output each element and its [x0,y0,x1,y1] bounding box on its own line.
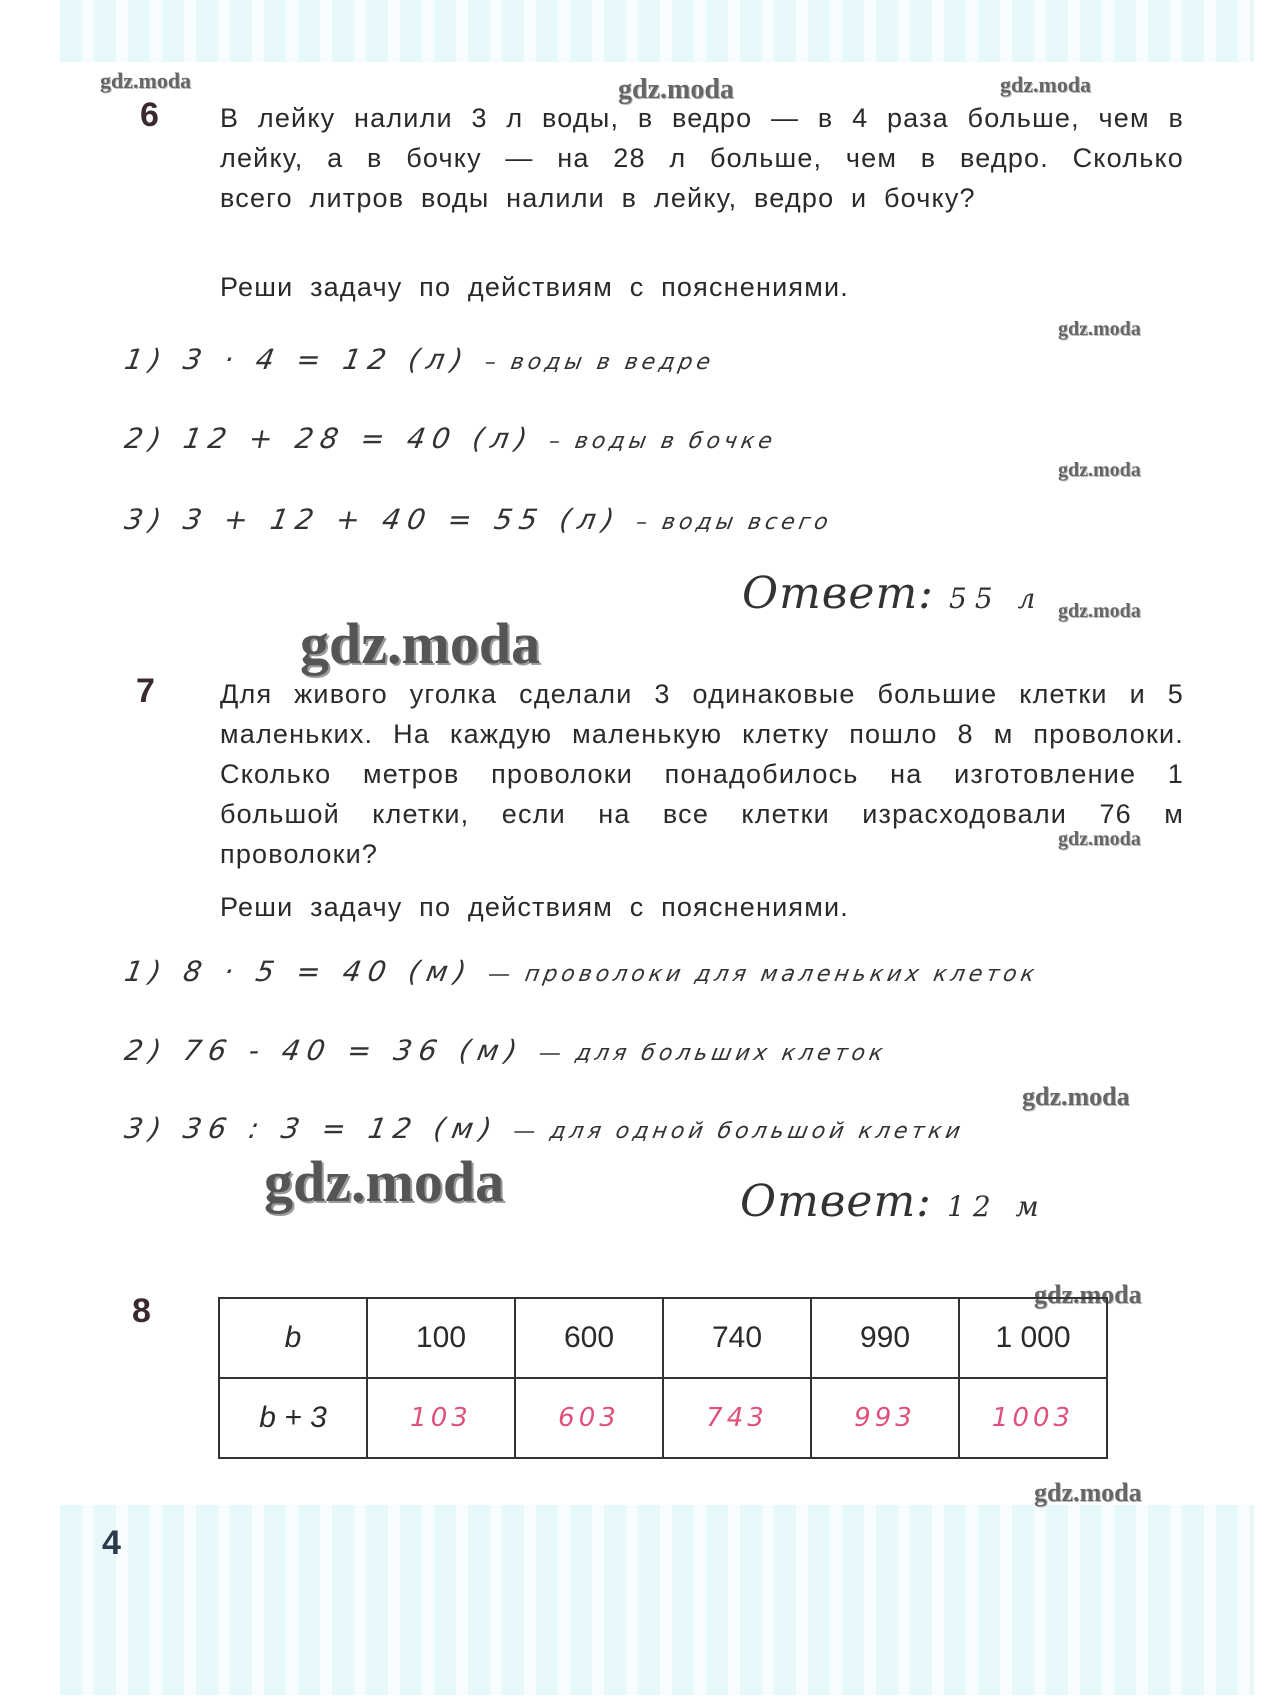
task-6-instruction: Реши задачу по действиям с пояснениями. [220,272,849,302]
table-cell: 600 [515,1298,663,1378]
table-cell: b + 3 [219,1378,367,1458]
table-row-b-plus-3 [219,1378,1107,1458]
watermark: gdz.moda [1034,1478,1142,1507]
table-cell-answer: 1003 [959,1378,1107,1458]
decorative-band-bottom [60,1505,1254,1695]
task-6-step-3: 3) 3 + 12 + 40 = 55 (л) – воды всего [122,503,834,536]
watermark: gdz.moda [1058,600,1141,622]
table-cell: 740 [663,1298,811,1378]
watermark: gdz.moda [1034,1280,1142,1309]
task-6-step-2: 2) 12 + 28 = 40 (л) – воды в бочке [122,422,779,455]
task-8-table [218,1297,1108,1459]
decorative-band-top [60,0,1254,62]
task-6-answer: Ответ: 55 л [742,568,1044,619]
table-cell: 1 000 [959,1298,1107,1378]
watermark: gdz.moda [1058,318,1141,340]
task-7-text: Для живого уголка сделали 3 одинаковые большие клетки и 5 маленьких. На каждую маленькую клетку пошло 8 м проволоки. Сколько метров проволоки понадобилось на изготовление 1 большой клетки, если на все клетки израсходовали 76 м проволоки? [220,679,1184,869]
task-7-answer: Ответ: 12 м [740,1176,1047,1227]
table-cell-answer: 103 [367,1378,515,1458]
task-6-number: 6 [140,96,159,134]
table-row-b [219,1298,1107,1378]
watermark: gdz.moda [1058,828,1141,850]
table-cell-answer: 603 [515,1378,663,1458]
watermark: gdz.moda [1058,459,1141,481]
watermark: gdz.moda [1022,1082,1130,1111]
page-number: 4 [102,1524,121,1562]
watermark-large: gdz.moda [300,611,541,676]
task-6-text: В лейку налили 3 л воды, в ведро — в 4 раза больше, чем в лейку, а в бочку — на 28 л больше, чем в ведро. Сколько всего литров воды налили в лейку, ведро и бочку? [220,103,1184,213]
task-7-number: 7 [136,672,155,710]
table-cell: 990 [811,1298,959,1378]
task-7-step-1: 1) 8 · 5 = 40 (м) — проволоки для маленьких клеток [122,955,1041,988]
watermark: gdz.moda [100,68,192,93]
table-cell: b [219,1298,367,1378]
table-cell-answer: 743 [663,1378,811,1458]
table-cell-answer: 993 [811,1378,959,1458]
task-8-number: 8 [132,1292,151,1330]
watermark: gdz.moda [1000,72,1092,97]
task-6-step-1: 1) 3 · 4 = 12 (л) – воды в ведре [122,343,717,376]
watermark: gdz.moda [618,74,734,105]
task-7-instruction: Реши задачу по действиям с пояснениями. [220,892,849,922]
watermark-large: gdz.moda [264,1149,505,1214]
table-cell: 100 [367,1298,515,1378]
task-7-step-3: 3) 36 : 3 = 12 (м) — для одной большой клетки [122,1112,967,1145]
task-7-step-2: 2) 76 - 40 = 36 (м) — для больших клеток [122,1034,889,1067]
